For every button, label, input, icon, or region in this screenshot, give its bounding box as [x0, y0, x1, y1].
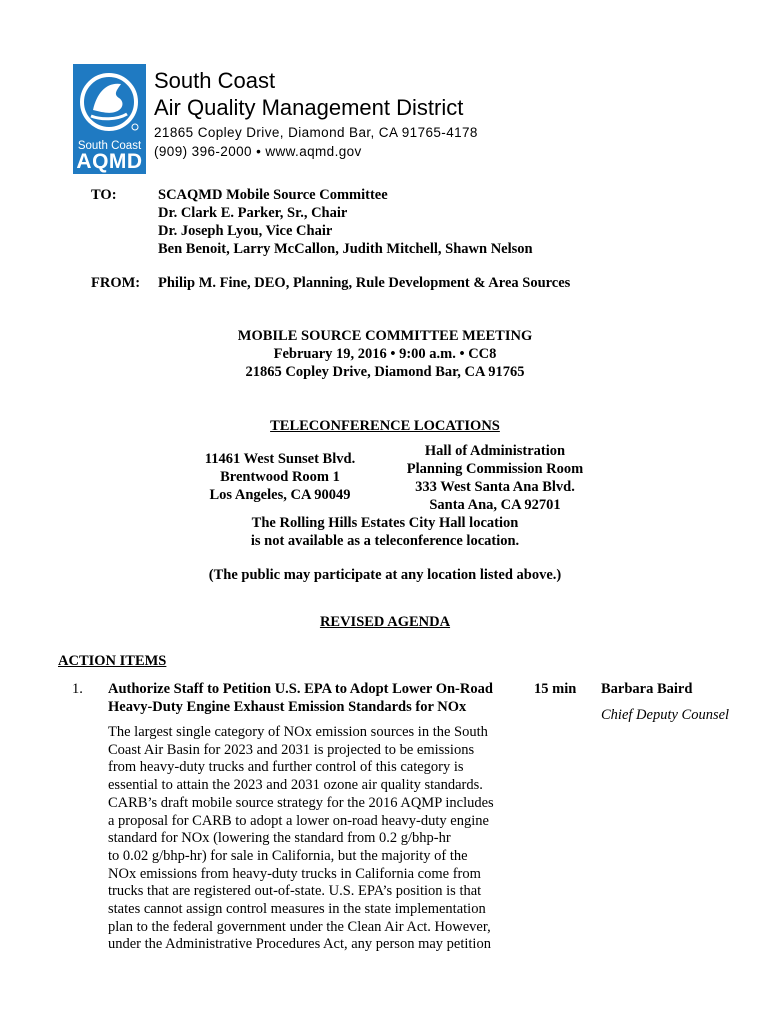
note-line: The Rolling Hills Estates City Hall location — [251, 515, 519, 531]
letterhead-phone-web: (909) 396-2000 • www.aqmd.gov — [154, 144, 362, 159]
description-line: CARB’s draft mobile source strategy for the 2016 AQMP includes — [108, 794, 494, 811]
teleconference-heading: TELECONFERENCE LOCATIONS — [270, 418, 500, 434]
description-line: under the Administrative Procedures Act, any person may petition — [108, 936, 491, 953]
agenda-heading: REVISED AGENDA — [319, 614, 451, 630]
location-line: Planning Commission Room — [406, 461, 584, 477]
location-line: Los Angeles, CA 90049 — [209, 487, 351, 503]
location-line: Hall of Administration — [424, 443, 566, 459]
teleconference-location-right — [390, 442, 600, 514]
note-line: is not available as a teleconference location. — [250, 533, 520, 549]
description-line: Coast Air Basin for 2023 and 2031 is projected to be emissions — [108, 741, 475, 758]
from-text: Philip M. Fine, DEO, Planning, Rule Development & Area Sources — [158, 275, 571, 291]
section-action-items: ACTION ITEMS — [58, 653, 167, 669]
letterhead-address: 21865 Copley Drive, Diamond Bar, CA 91765-4178 — [154, 125, 478, 140]
logo-text-south-coast: South Coast — [77, 140, 142, 152]
org-name-line2: Air Quality Management District — [154, 95, 464, 120]
location-line: 11461 West Sunset Blvd. — [204, 451, 356, 467]
to-line: Ben Benoit, Larry McCallon, Judith Mitchell, Shawn Nelson — [158, 241, 533, 257]
to-recipients — [158, 186, 533, 258]
description-line: The largest single category of NOx emission sources in the South — [108, 724, 488, 740]
meeting-address-line: 21865 Copley Drive, Diamond Bar, CA 91765 — [245, 364, 525, 380]
description-line: standard for NOx (lowering the standard from 0.2 g/bhp-hr — [108, 830, 451, 847]
from-label: FROM: — [91, 275, 141, 291]
description-line: to 0.02 g/bhp-hr) for sale in California, but the majority of the — [108, 847, 468, 864]
location-line: Brentwood Room 1 — [220, 469, 340, 485]
agenda-item-presenter: Barbara Baird — [601, 681, 693, 697]
description-line: trucks that are registered out-of-state. U.S. EPA’s position is that — [108, 883, 482, 900]
description-line: plan to the federal government under the Clean Air Act. However, — [108, 918, 491, 935]
agenda-item-title-line: Authorize Staff to Petition U.S. EPA to Adopt Lower On-Road — [108, 681, 493, 697]
teleconference-location-left — [180, 450, 380, 504]
location-line: 333 West Santa Ana Blvd. — [415, 479, 575, 495]
teleconference-note — [150, 514, 620, 550]
agenda-item-title — [108, 680, 493, 716]
meeting-title: MOBILE SOURCE COMMITTEE MEETING — [237, 328, 533, 344]
location-line: Santa Ana, CA 92701 — [429, 497, 561, 513]
agenda-item-duration: 15 min — [534, 681, 577, 697]
agenda-item-number: 1. — [72, 681, 83, 697]
logo-text-aqmd: AQMD — [76, 150, 143, 173]
description-line: states cannot assign control measures in the state implementation — [108, 901, 486, 918]
public-participation-note: (The public may participate at any location listed above.) — [208, 567, 562, 583]
description-line: from heavy-duty trucks and further control of this category is — [108, 759, 464, 776]
description-line: NOx emissions from heavy-duty trucks in California come from — [108, 865, 481, 882]
description-line: essential to attain the 2023 and 2031 ozone air quality standards. — [108, 777, 483, 794]
to-line: Dr. Clark E. Parker, Sr., Chair — [158, 205, 348, 221]
agenda-item-presenter-title: Chief Deputy Counsel — [601, 707, 730, 723]
to-label: TO: — [91, 187, 117, 203]
to-line: SCAQMD Mobile Source Committee — [158, 187, 388, 203]
meeting-block — [150, 327, 620, 381]
agenda-item-title-line: Heavy-Duty Engine Exhaust Emission Standards for NOx — [108, 699, 467, 715]
aqmd-emblem-icon — [73, 64, 146, 140]
to-line: Dr. Joseph Lyou, Vice Chair — [158, 223, 333, 239]
description-line: a proposal for CARB to adopt a lower on-road heavy-duty engine — [108, 812, 489, 829]
aqmd-logo — [73, 64, 146, 174]
agenda-item-description — [108, 724, 528, 954]
meeting-date-line: February 19, 2016 • 9:00 a.m. • CC8 — [273, 346, 497, 362]
org-name-line1: South Coast — [154, 68, 276, 93]
